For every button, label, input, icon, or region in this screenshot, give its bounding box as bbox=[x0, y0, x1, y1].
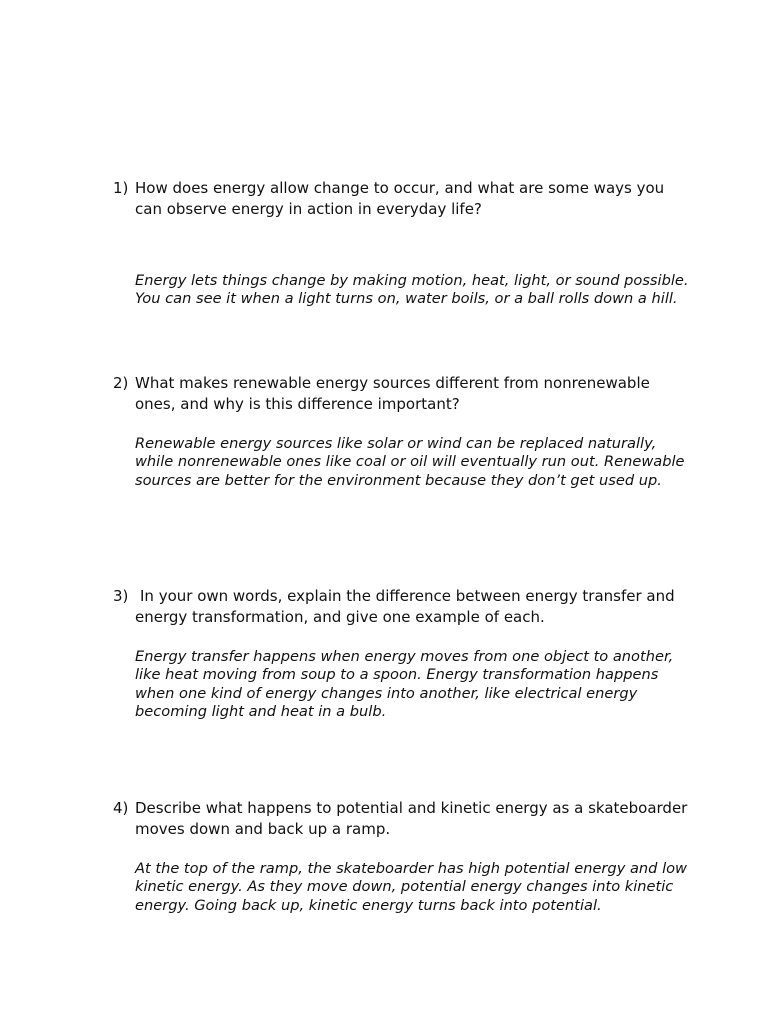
question-number: 4) bbox=[113, 799, 129, 817]
question-number: 2) bbox=[113, 374, 129, 392]
answer-1: Energy lets things change by making motion, heat, light, or sound possible. You can see it when a light turns on, water boils, or a ball rolls down a hill. bbox=[135, 272, 689, 308]
question-number: 3) bbox=[113, 587, 129, 605]
question-block-1 bbox=[113, 178, 693, 309]
answer-4: At the top of the ramp, the skateboarder has high potential energy and low kinetic energy. As they move down, potential energy changes into kinetic energy. Going back up, kinetic energy turns back into potential. bbox=[135, 860, 687, 914]
question-block-2 bbox=[113, 373, 693, 490]
question-2 bbox=[113, 373, 693, 415]
question-1 bbox=[113, 178, 693, 220]
question-text: How does energy allow change to occur, and what are some ways you can observe energy in action in everyday life? bbox=[135, 179, 665, 218]
question-text: In your own words, explain the difference between energy transfer and energy transformation, and give one example of each. bbox=[135, 587, 675, 626]
question-block-3 bbox=[113, 586, 693, 721]
question-3 bbox=[113, 586, 693, 628]
answer-2: Renewable energy sources like solar or wind can be replaced naturally, while nonrenewable ones like coal or oil will eventually run out. Renewable sources are better for the environment because they don’t get used up. bbox=[135, 435, 685, 489]
answer-3: Energy transfer happens when energy moves from one object to another, like heat moving from soup to a spoon. Energy transformation happens when one kind of energy changes into another, like electrical energy becoming light and heat in a bulb. bbox=[135, 648, 674, 720]
question-block-4 bbox=[113, 798, 693, 915]
question-number: 1) bbox=[113, 179, 129, 197]
question-text: Describe what happens to potential and kinetic energy as a skateboarder moves down and back up a ramp. bbox=[135, 799, 688, 838]
question-4 bbox=[113, 798, 693, 840]
question-text: What makes renewable energy sources different from nonrenewable ones, and why is this difference important? bbox=[135, 374, 650, 413]
